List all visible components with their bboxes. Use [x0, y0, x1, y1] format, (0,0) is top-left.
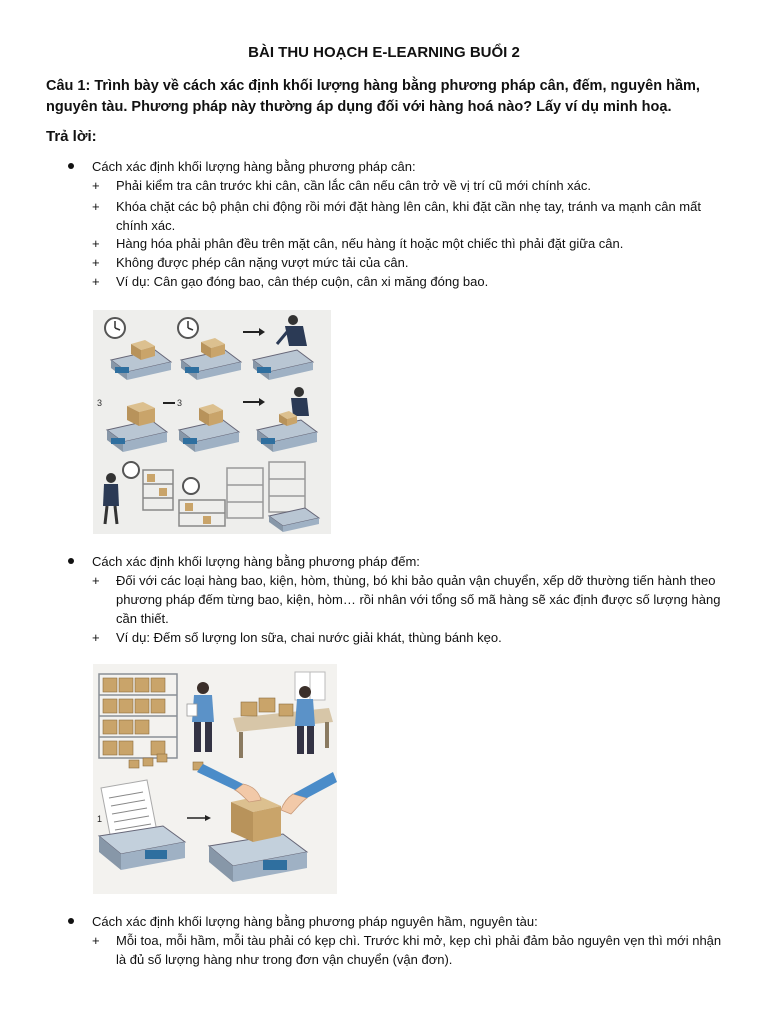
clock-icon	[105, 318, 125, 338]
box-icon	[231, 796, 281, 842]
plus-icon: +	[92, 199, 100, 214]
section-heading: Cách xác định khối lượng hàng bằng phương pháp nguyên hầm, nguyên tàu:	[92, 914, 538, 929]
answer-label: Trả lời:	[46, 128, 97, 145]
figure-label: 3	[177, 398, 183, 408]
figure-label: 3	[97, 398, 103, 408]
figure-label: 1	[97, 814, 103, 824]
sub-item-text: Ví dụ: Cân gạo đóng bao, cân thép cuộn, cân xi măng đóng bao.	[116, 274, 489, 289]
window-icon	[295, 672, 325, 700]
plus-icon: +	[92, 236, 100, 251]
sub-item-text: Đối với các loại hàng bao, kiện, hòm, thùng, bó khi bảo quản vận chuyển, xếp dỡ thường tiến hành theo phương pháp đếm từng bao, kiện, hòm… rồi nhân với tổng số mã hàng sẽ xác định được số lượng hàng cần thiết.	[116, 573, 721, 626]
plus-icon: +	[92, 255, 100, 270]
plus-icon: +	[92, 933, 100, 948]
sub-item-text: Không được phép cân nặng vượt mức tải của cân.	[116, 255, 409, 270]
section-heading: Cách xác định khối lượng hàng bằng phương pháp cân:	[92, 159, 416, 174]
question-text: Câu 1: Trình bày về cách xác định khối lượng hàng bằng phương pháp cân, đếm, nguyên hầm, nguyên tàu. Phương pháp này thường áp dụng đối với hàng hoá nào? Lấy ví dụ minh hoạ.	[46, 78, 700, 115]
sub-item-text: Mỗi toa, mỗi hầm, mỗi tàu phải có kẹp chì. Trước khi mở, kẹp chì phải đảm bảo nguyên vẹn thì mới nhận là đủ số lượng hàng như trong đơn vận chuyển (vận đơn).	[116, 933, 722, 967]
bullet-dot-icon	[68, 163, 74, 169]
clock-icon	[178, 318, 198, 338]
plus-icon: +	[92, 630, 100, 645]
document-title: BÀI THU HOẠCH E-LEARNING BUỔI 2	[248, 44, 520, 61]
sub-item-text: Phải kiểm tra cân trước khi cân, cần lắc cân nếu cân trở về vị trí cũ mới chính xác.	[116, 178, 592, 193]
bullet-dot-icon	[68, 558, 74, 564]
plus-icon: +	[92, 573, 100, 588]
bullet-dot-icon	[68, 918, 74, 924]
plus-icon: +	[92, 274, 100, 289]
clock-icon	[123, 462, 139, 478]
sub-item-text: Hàng hóa phải phân đều trên mặt cân, nếu hàng ít hoặc một chiếc thì phải đặt giữa cân.	[116, 236, 624, 251]
sub-item-text: Khóa chặt các bộ phận chi động rồi mới đặt hàng lên cân, khi đặt cần nhẹ tay, tránh va mạnh cân mất chính xác.	[116, 199, 701, 233]
clock-icon	[183, 478, 199, 494]
section-heading: Cách xác định khối lượng hàng bằng phương pháp đếm:	[92, 554, 420, 569]
plus-icon: +	[92, 178, 100, 193]
weighing-illustration	[93, 310, 331, 534]
counting-illustration	[93, 664, 337, 894]
sub-item-text: Ví dụ: Đếm số lượng lon sữa, chai nước giải khát, thùng bánh kẹo.	[116, 630, 502, 645]
